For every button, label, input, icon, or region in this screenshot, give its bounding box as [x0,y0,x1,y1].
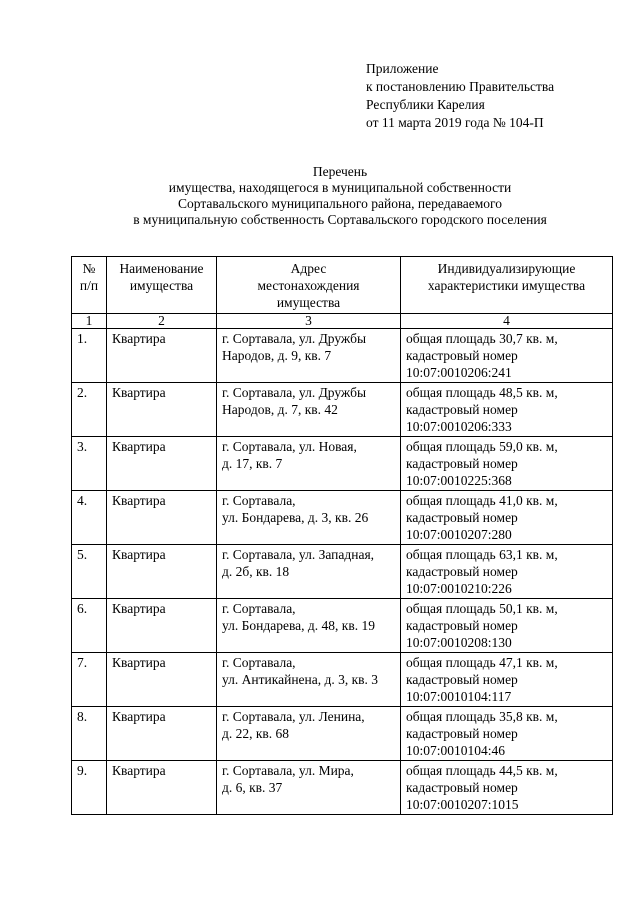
property-name: Квартира [107,653,217,707]
details-line: 10:07:0010225:368 [406,473,512,488]
row-number: 8. [72,707,107,761]
address-line: д. 2б, кв. 18 [222,564,290,579]
property-name: Квартира [107,545,217,599]
column-number: 3 [217,314,401,329]
property-name: Квартира [107,599,217,653]
property-table [71,256,613,815]
appendix-block [366,60,554,132]
table-row [72,653,613,707]
details-line: кадастровый номер [406,672,518,687]
row-number: 4. [72,491,107,545]
address-line: г. Сортавала, ул. Дружбы [222,331,367,346]
address-line: Народов, д. 7, кв. 42 [222,402,338,417]
details-line: 10:07:0010207:280 [406,527,512,542]
address-line: г. Сортавала, [222,601,296,616]
property-details [401,653,613,707]
address-line: г. Сортавала, ул. Западная, [222,547,375,562]
details-line: общая площадь 47,1 кв. м, [406,655,558,670]
header-name [107,257,217,314]
header-address [217,257,401,314]
property-details [401,383,613,437]
address-line: г. Сортавала, [222,655,296,670]
details-line: общая площадь 59,0 кв. м, [406,439,558,454]
address-line: д. 17, кв. 7 [222,456,283,471]
property-details [401,599,613,653]
details-line: кадастровый номер [406,402,518,417]
appendix-line: Республики Карелия [366,97,485,112]
table-row [72,761,613,815]
property-details [401,329,613,383]
header-line: Индивидуализирующие [437,261,576,276]
property-details [401,545,613,599]
details-line: 10:07:0010207:1015 [406,797,519,812]
address-line: г. Сортавала, ул. Ленина, [222,709,365,724]
title-line: в муниципальную собственность Сортавальского городского поселения [133,212,547,227]
details-line: 10:07:0010206:333 [406,419,512,434]
details-line: общая площадь 41,0 кв. м, [406,493,558,508]
details-line: кадастровый номер [406,456,518,471]
property-details [401,761,613,815]
property-name: Квартира [107,437,217,491]
table-row [72,707,613,761]
address-line: г. Сортавала, ул. Новая, [222,439,357,454]
title-line: имущества, находящегося в муниципальной собственности [168,180,512,195]
property-name: Квартира [107,383,217,437]
property-name: Квартира [107,761,217,815]
property-address [217,599,401,653]
header-line: № [82,261,96,276]
details-line: 10:07:0010104:117 [406,689,512,704]
title-line: Сортавальского муниципального района, передаваемого [178,196,502,211]
address-line: Народов, д. 9, кв. 7 [222,348,332,363]
details-line: кадастровый номер [406,726,518,741]
property-address [217,491,401,545]
table-row [72,545,613,599]
property-name: Квартира [107,707,217,761]
details-line: кадастровый номер [406,618,518,633]
table-header-row [72,257,613,314]
details-line: 10:07:0010104:46 [406,743,506,758]
header-line: имущества [129,278,194,293]
details-line: 10:07:0010206:241 [406,365,512,380]
details-line: кадастровый номер [406,348,518,363]
address-line: г. Сортавала, [222,493,296,508]
table-row [72,437,613,491]
table-row [72,329,613,383]
property-address [217,329,401,383]
row-number: 3. [72,437,107,491]
property-address [217,653,401,707]
address-line: д. 22, кв. 68 [222,726,290,741]
header-details [401,257,613,314]
table-row [72,491,613,545]
property-address [217,761,401,815]
property-name: Квартира [107,329,217,383]
property-address [217,545,401,599]
property-name: Квартира [107,491,217,545]
row-number: 5. [72,545,107,599]
property-address [217,383,401,437]
table-row [72,599,613,653]
table-row [72,383,613,437]
details-line: общая площадь 30,7 кв. м, [406,331,558,346]
property-address [217,707,401,761]
details-line: 10:07:0010210:226 [406,581,512,596]
address-line: г. Сортавала, ул. Мира, [222,763,354,778]
address-line: ул. Бондарева, д. 48, кв. 19 [222,618,375,633]
details-line: кадастровый номер [406,564,518,579]
appendix-line: к постановлению Правительства [366,79,555,94]
property-address [217,437,401,491]
property-details [401,491,613,545]
details-line: общая площадь 44,5 кв. м, [406,763,558,778]
address-line: ул. Антикайнена, д. 3, кв. 3 [222,672,379,687]
property-details [401,707,613,761]
row-number: 2. [72,383,107,437]
column-number: 4 [401,314,613,329]
header-line: Наименование [119,261,204,276]
details-line: общая площадь 48,5 кв. м, [406,385,558,400]
details-line: общая площадь 35,8 кв. м, [406,709,558,724]
column-number: 1 [72,314,107,329]
title-line: Перечень [312,164,368,179]
column-numbering-row [72,314,613,329]
document-title [60,164,620,228]
header-line: характеристики имущества [427,278,586,293]
appendix-line: Приложение [366,61,439,76]
row-number: 1. [72,329,107,383]
details-line: 10:07:0010208:130 [406,635,512,650]
details-line: общая площадь 63,1 кв. м, [406,547,558,562]
row-number: 7. [72,653,107,707]
details-line: общая площадь 50,1 кв. м, [406,601,558,616]
row-number: 9. [72,761,107,815]
address-line: ул. Бондарева, д. 3, кв. 26 [222,510,369,525]
row-number: 6. [72,599,107,653]
details-line: кадастровый номер [406,510,518,525]
header-line: п/п [79,278,99,293]
header-line: имущества [276,295,341,310]
address-line: г. Сортавала, ул. Дружбы [222,385,367,400]
appendix-line: от 11 марта 2019 года № 104-П [366,115,544,130]
column-number: 2 [107,314,217,329]
header-line: Адрес [290,261,327,276]
header-line: местонахождения [257,278,360,293]
property-details [401,437,613,491]
header-number [72,257,107,314]
details-line: кадастровый номер [406,780,518,795]
address-line: д. 6, кв. 37 [222,780,283,795]
